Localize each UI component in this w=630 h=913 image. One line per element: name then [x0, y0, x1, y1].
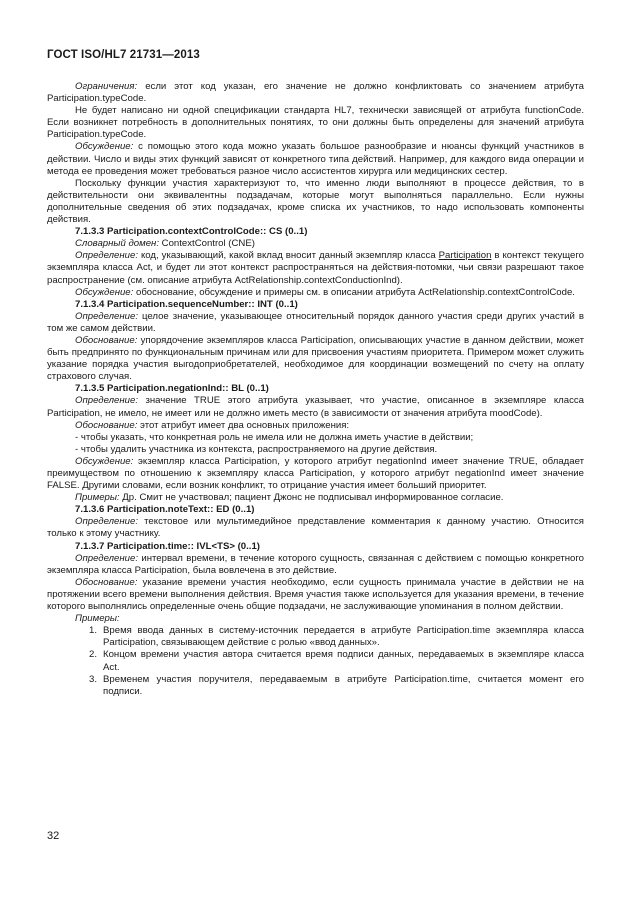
list-item: 3. Временем участия поручителя, передаваемым в атрибуте Participation.time, считается момент его подписи. — [88, 673, 584, 697]
section-heading: 7.1.3.4 Participation.sequenceNumber:: INT (0..1) — [75, 298, 298, 310]
term-label: Обсуждение: — [75, 141, 134, 153]
page-number: 32 — [47, 830, 60, 842]
paragraph: Определение: значение TRUE этого атрибута указывает, что участие, описанное в экземпляре класса Participation, не имело, не имеет или не должно иметь место (в зависимости от значения атрибута moodCode). — [47, 395, 584, 419]
paragraph: Обоснование: упорядочение экземпляров класса Participation, описывающих участие в данном действии, может быть предпринято по функциональным причинам или для присвоения участиям приоритета. Примером может служить указание порядка участия выгодоприобретателей, необходимое для координации возмещений по счету на оплату страхового случая. — [47, 334, 584, 383]
term-label: Обоснование: — [75, 419, 138, 431]
list-item: 1. Время ввода данных в систему-источник передается в атрибуте Participation.time экземпляра класса Participation, связывающем действие с ролью «ввод данных». — [88, 625, 584, 649]
examples-list — [47, 625, 584, 698]
paragraph: Определение: целое значение, указывающее относительный порядок данного участия среди других участий в том же самом действии. — [47, 310, 584, 334]
section-heading: 7.1.3.7 Participation.time:: IVL<TS> (0..1) — [75, 540, 261, 552]
paragraph: Определение: интервал времени, в течение которого сущность, связанная с действием с помощью конкретного экземпляра класса Participation, была вовлечена в это действие. — [47, 552, 584, 576]
section-heading: 7.1.3.3 Participation.contextControlCode:: CS (0..1) — [75, 226, 308, 238]
term-label: Определение: — [75, 395, 138, 407]
standard-header: ГОСТ ISO/HL7 21731—2013 — [47, 49, 200, 61]
paragraph: Обсуждение: экземпляр класса Participation, у которого атрибут negationInd имеет значение TRUE, обладает преимуществом по отношению к экземпляру класса Participation, у которого атрибут negationInd имеет значение FALSE. Другими словами, если возник конфликт, то отрицание участия имеет больший приоритет. — [47, 455, 584, 492]
paragraph — [47, 613, 584, 625]
paragraph: Определение: текстовое или мультимедийное представление комментария к данному участию. Относится только к этому участнику. — [47, 516, 584, 540]
paragraph: - чтобы указать, что конкретная роль не имела или не должна иметь участие в действии; — [75, 431, 474, 443]
paragraph: Обсуждение: обоснование, обсуждение и примеры см. в описании атрибута ActRelationship.contextControlCode. — [75, 286, 575, 298]
paragraph: - чтобы удалить участника из контекста, распространяемого на другие действия. — [75, 443, 438, 455]
term-label: Определение: — [75, 250, 138, 262]
term-label: Обсуждение: — [75, 455, 134, 467]
term-label: Определение: — [75, 552, 138, 564]
term-label: Обсуждение: — [75, 286, 134, 298]
term-label: Обоснование: — [75, 334, 138, 346]
term-label: Примеры: — [75, 613, 120, 625]
paragraph: Примеры: Др. Смит не участвовал; пациент Джонс не подписывал информированное согласие. — [75, 492, 504, 504]
paragraph: Поскольку функции участия характеризуют то, что именно люди выполняют в процессе действия, то в действительности они эквивалентны подзадачам, которые могут выполняться параллельно. Если нужны дополнительные сведения об этих подзадачах, кроме списка их участников, то надо использовать компоненты действия. — [47, 177, 584, 226]
term-label: Словарный домен: — [75, 238, 159, 250]
list-item: 2. Концом времени участия автора считается время подписи данных, передаваемых в экземпляре класса Act. — [88, 649, 584, 673]
paragraph: Не будет написано ни одной спецификации стандарта HL7, технически зависящей от атрибута functionCode. Если возникнет потребность в дополнительных понятиях, то они должны быть определены для значений атрибута Participation.typeCode. — [47, 105, 584, 141]
paragraph: Словарный домен: ContextControl (CNE) — [75, 238, 255, 250]
section-heading: 7.1.3.5 Participation.negationInd:: BL (0..1) — [75, 383, 269, 395]
term-label: Определение: — [75, 310, 138, 322]
term-label: Ограничения: — [75, 81, 138, 92]
body-text — [47, 81, 584, 698]
term-label: Примеры: — [75, 492, 120, 504]
paragraph: Обоснование: указание времени участия необходимо, если сущность принимала участие в действии не на протяжении всего времени выполнения действия. Время участия также используется для указания времени, в течение которого выполнялись определенные очень общие подзадачи, не заслуживающие упоминания в полном действии. — [47, 576, 584, 613]
paragraph: Определение: код, указывающий, какой вклад вносит данный экземпляр класса Participation в контекст текущего экземпляра класса Act, и будет ли этот контекст распространяться на действия-потомки, чьи связи разрешают такое распространение (см. описание атрибута ActRelationship.contextConductionInd). — [47, 250, 584, 286]
term-label: Определение: — [75, 516, 138, 528]
paragraph: Ограничения: если этот код указан, его значение не должно конфликтовать со значением атрибута Participation.typeCode. — [47, 81, 584, 105]
term-label: Обоснование: — [75, 576, 138, 588]
paragraph: Обоснование: этот атрибут имеет два основных приложения: — [75, 419, 350, 431]
section-heading: 7.1.3.6 Participation.noteText:: ED (0..1) — [75, 504, 255, 516]
paragraph: Обсуждение: с помощью этого кода можно указать большое разнообразие и нюансы функций участников в действии. Число и виды этих функций зависят от конкретного типа действий. Например, для каждого вида операции и метода ее проведения может требоваться разное число ассистентов хирурга или медицинских сестер. — [47, 141, 584, 177]
participation-link[interactable]: Participation — [438, 250, 492, 262]
